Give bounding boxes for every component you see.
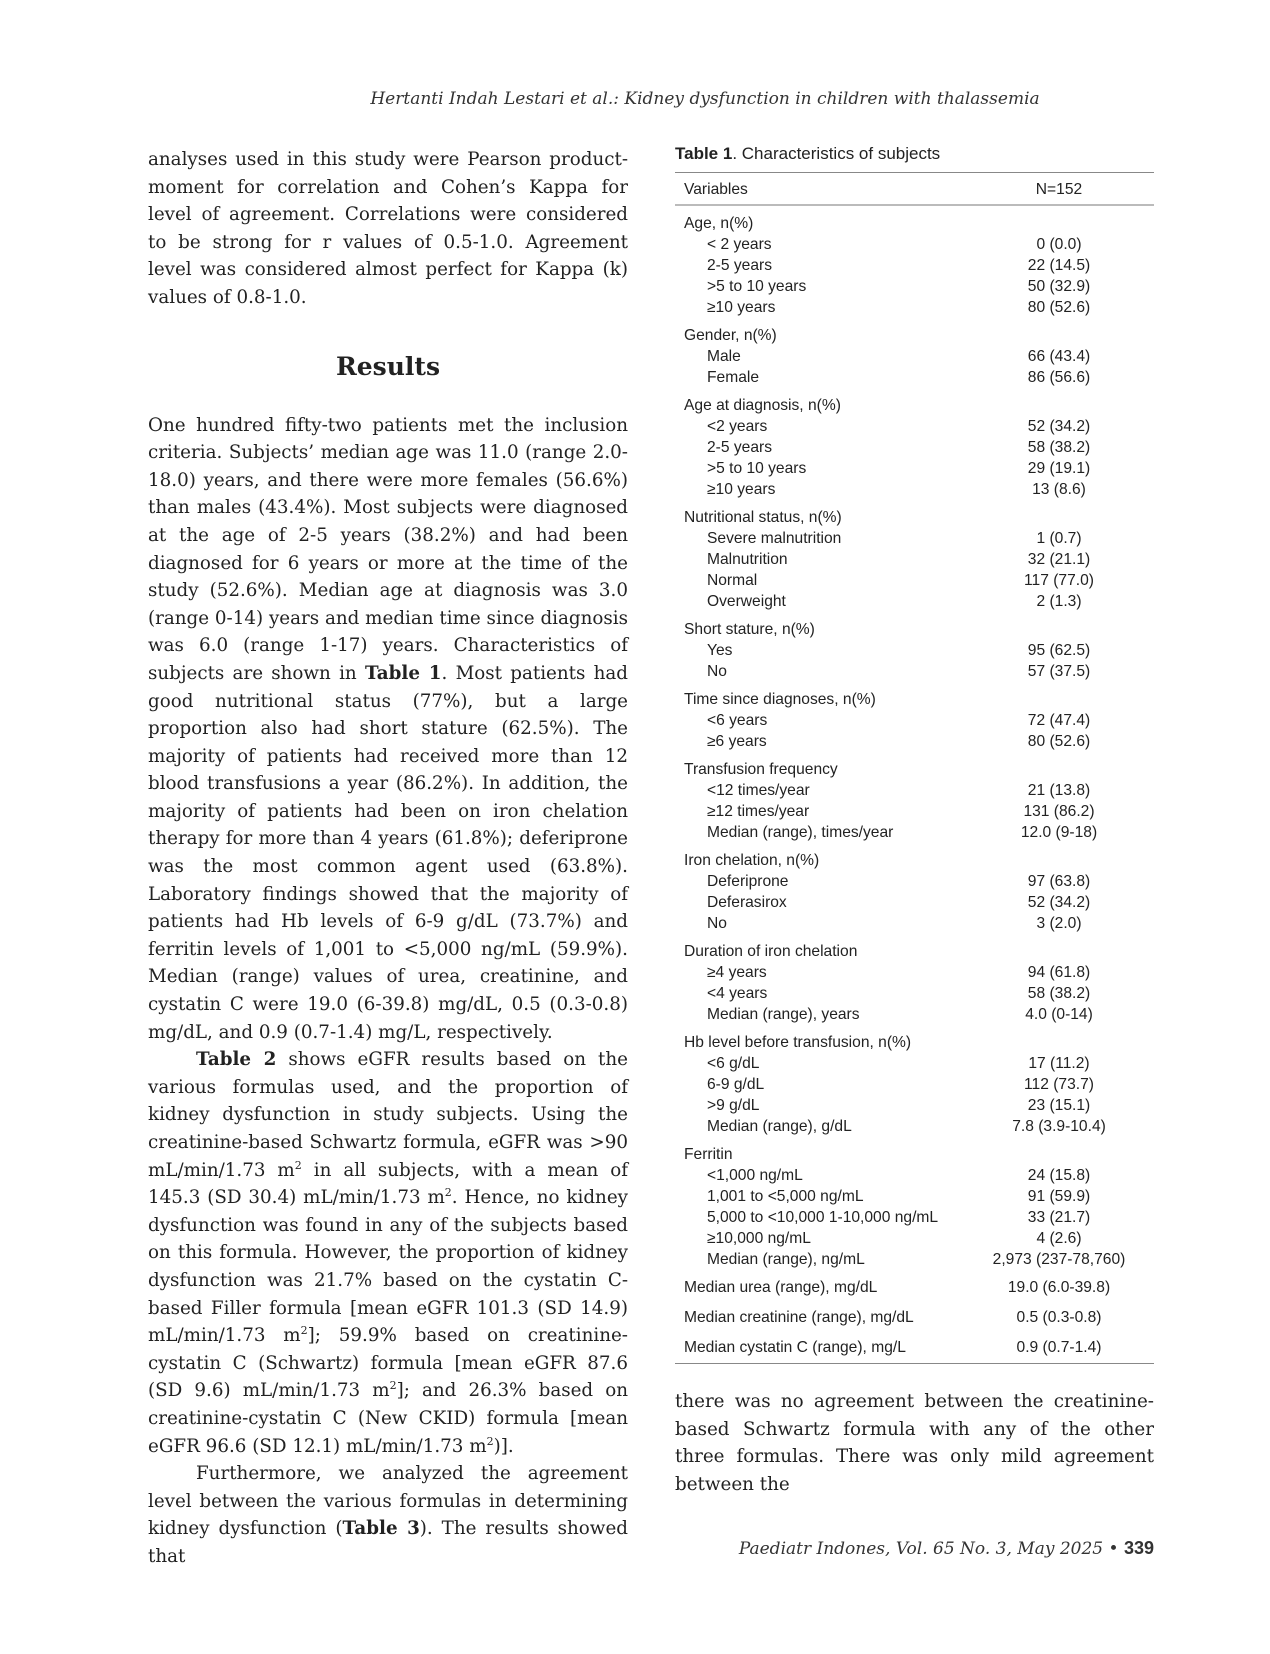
table-row [675, 1300, 1154, 1330]
row-value: 66 (43.4) [1027, 348, 1091, 365]
text-segment: . Most patients had good nutritional status (77%), but a large proportion also had short stature (62.5%). The majority of patients had received more than 12 blood transfusions a year (86.2%). In addition, the majority of patients had been on iron chelation therapy for more than 4 years (61.8%); deferiprone was the most common agent used (63.8%). Laboratory findings showed that the majority of patients had Hb levels of 6-9 g/dL (73.7%) and ferritin levels of 1,001 to <5,000 ng/mL (59.9%). Median (range) values of urea, creatinine, and cystatin C were 19.0 (6-39.8) mg/dL, 0.5 (0.3-0.8) mg/dL, and 0.9 (0.7-1.4) mg/L, respectively. [148, 662, 628, 1043]
text-segment: )]. [493, 1435, 514, 1457]
table-caption-text: . Characteristics of subjects [732, 144, 941, 163]
row-value: 12.0 (9-18) [1020, 824, 1098, 841]
results-heading: Results [335, 351, 441, 381]
table-row [675, 570, 1154, 591]
row-label: ≥12 times/year [707, 803, 810, 820]
row-label: No [707, 663, 727, 680]
row-label: Yes [707, 642, 733, 659]
row-label: >5 to 10 years [707, 278, 807, 295]
row-value: 7.8 (3.9-10.4) [1012, 1118, 1106, 1135]
row-label: 2-5 years [707, 257, 773, 274]
table-caption-label: Table 1 [675, 144, 733, 163]
right-column [675, 144, 1154, 1498]
table-row [675, 1004, 1154, 1025]
row-value: 58 (38.2) [1027, 985, 1091, 1002]
header-n: N=152 [964, 173, 1154, 206]
row-value: 95 (62.5) [1027, 642, 1091, 659]
row-value [964, 205, 1154, 234]
row-label: Deferiprone [707, 873, 789, 890]
row-value [964, 682, 1154, 710]
row-label: Median urea (range), mg/dL [684, 1279, 878, 1296]
table-row [675, 780, 1154, 801]
table-header-row [675, 173, 1154, 206]
table-row [675, 458, 1154, 479]
row-value [964, 752, 1154, 780]
text-segment: . Hence, no kidney dysfunction was found in any of the subjects based on this formula. However, the proportion of kidney dysfunction was 21.7% based on the cystatin C-based Filler formula [mean eGFR 101.3 (SD 14.9) mL/min/1.73 m [148, 1187, 628, 1347]
table-row [675, 276, 1154, 297]
row-value: 2,973 (237-78,760) [992, 1251, 1126, 1268]
row-label: Iron chelation, n(%) [684, 852, 820, 869]
row-value [964, 318, 1154, 346]
row-label: <1,000 ng/mL [707, 1167, 803, 1184]
results-paragraph-3 [148, 1460, 628, 1570]
row-label: Median (range), times/year [707, 824, 894, 841]
text-segment: One hundred fifty-two patients met the inclusion criteria. Subjects’ median age was 11.0 (range 2.0-18.0) years, and there were more females (56.6%) than males (43.4%). Most subjects were diagnosed at the age of 2-5 years (38.2%) and had been diagnosed for 6 years or more at the time of the study (52.6%). Median age at diagnosis was 3.0 (range 0-14) years and median time since diagnosis was 6.0 (range 1-17) years. Characteristics of subjects are shown in [148, 414, 628, 684]
row-value: 80 (52.6) [1027, 733, 1091, 750]
table-group-heading [675, 318, 1154, 346]
table-group-heading [675, 205, 1154, 234]
row-label: Nutritional status, n(%) [684, 509, 842, 526]
row-label: >9 g/dL [707, 1097, 760, 1114]
table-group-heading [675, 612, 1154, 640]
superscript: 2 [389, 1379, 397, 1393]
table-row [675, 1165, 1154, 1186]
table-row [675, 297, 1154, 318]
row-value [964, 388, 1154, 416]
row-value [964, 934, 1154, 962]
header-variables: Variables [675, 173, 964, 206]
text-segment: shows eGFR results based on the various formulas used, and the proportion of kidney dysfunction in study subjects. Using the creatinine-based Schwartz formula, eGFR was >90 mL/min/1.73 m [148, 1049, 628, 1181]
table-row [675, 549, 1154, 570]
running-title: Hertanti Indah Lestari et al.: Kidney dysfunction in children with thalassemia [370, 89, 1040, 109]
row-label: ≥10 years [707, 481, 776, 498]
row-value: 13 (8.6) [1032, 481, 1086, 498]
results-paragraph-1 [148, 412, 628, 1047]
superscript: 2 [294, 1158, 302, 1172]
table-row [675, 1116, 1154, 1137]
row-label: Female [707, 369, 759, 386]
row-value: 3 (2.0) [1036, 915, 1082, 932]
row-value: 17 (11.2) [1028, 1055, 1090, 1072]
row-label: ≥6 years [707, 733, 767, 750]
row-value [964, 500, 1154, 528]
row-value: 33 (21.7) [1027, 1209, 1091, 1226]
row-label: Transfusion frequency [684, 761, 838, 778]
row-label: Age, n(%) [684, 215, 754, 232]
row-label: <6 g/dL [707, 1055, 760, 1072]
row-value: 0.5 (0.3-0.8) [1016, 1309, 1102, 1326]
row-label: ≥10,000 ng/mL [707, 1230, 811, 1247]
row-value: 0 (0.0) [1036, 236, 1082, 253]
row-value: 0.9 (0.7-1.4) [964, 1330, 1154, 1364]
page-footer [739, 1538, 1154, 1559]
row-label: < 2 years [707, 236, 772, 253]
table-row [675, 234, 1154, 255]
row-value [964, 1025, 1154, 1053]
row-label: Deferasirox [707, 894, 787, 911]
row-value: 94 (61.8) [1027, 964, 1091, 981]
row-value: 1 (0.7) [1036, 530, 1082, 547]
results-paragraph-2 [148, 1046, 628, 1460]
table-row [675, 437, 1154, 458]
table-group-heading [675, 1137, 1154, 1165]
table-row [675, 591, 1154, 612]
table-caption [675, 144, 1154, 164]
row-label: Median creatinine (range), mg/dL [684, 1309, 914, 1326]
left-column [148, 146, 628, 1571]
characteristics-table [675, 172, 1154, 1364]
row-label: Time since diagnoses, n(%) [684, 691, 876, 708]
row-label: Normal [707, 572, 758, 589]
text-segment: Furthermore, we analyzed the agreement level between the various formulas in determining kidney dysfunction ( [148, 1463, 628, 1540]
journal-citation: Paediatr Indones, Vol. 65 No. 3, May 2025 [738, 1539, 1104, 1559]
text-segment: in all subjects, with a mean of 145.3 (SD 30.4) mL/min/1.73 m [148, 1159, 628, 1209]
row-value: 21 (13.8) [1027, 782, 1091, 799]
row-label: ≥4 years [707, 964, 767, 981]
row-label: 1,001 to <5,000 ng/mL [707, 1188, 864, 1205]
row-value: 32 (21.1) [1027, 551, 1091, 568]
row-value: 22 (14.5) [1027, 257, 1091, 274]
row-label: <6 years [707, 712, 768, 729]
table-row [675, 871, 1154, 892]
table-reference: Table 3 [342, 1518, 420, 1540]
table-row [675, 892, 1154, 913]
table-row [675, 1095, 1154, 1116]
running-header [0, 89, 1270, 109]
row-value [964, 843, 1154, 871]
row-value: 4 (2.6) [1036, 1230, 1082, 1247]
text-segment: ). The results showed that [148, 1518, 628, 1567]
text-segment: analyses used in this study were Pearson product-moment for correlation and Cohen’s Kappa for level of agreement. Correlations were considered to be strong for r values of 0.5-1.0. Agreement level was considered almost perfect for Kappa (k) values of 0.8-1.0. [148, 149, 628, 308]
table-row [675, 1249, 1154, 1270]
table-row [675, 1186, 1154, 1207]
table-group-heading [675, 843, 1154, 871]
row-label: 5,000 to <10,000 1-10,000 ng/mL [707, 1209, 939, 1226]
table-row [675, 913, 1154, 934]
row-value: 52 (34.2) [1027, 418, 1091, 435]
table-row [675, 640, 1154, 661]
row-label: <2 years [707, 418, 768, 435]
row-label: No [707, 915, 727, 932]
table-group-heading [675, 1025, 1154, 1053]
text-segment: ]; and 26.3% based on creatinine-cystatin C (New CKID) formula [mean eGFR 96.6 (SD 12.1) mL/min/1.73 m [148, 1380, 628, 1457]
row-value: 29 (19.1) [1027, 460, 1091, 477]
table-reference: Table 2 [196, 1049, 277, 1071]
row-label: Median (range), years [707, 1006, 860, 1023]
row-value: 24 (15.8) [1027, 1167, 1091, 1184]
row-value [964, 612, 1154, 640]
footer-bullet: • [1108, 1539, 1119, 1559]
row-label: Severe malnutrition [707, 530, 842, 547]
table-group-heading [675, 682, 1154, 710]
row-value: 112 (73.7) [1024, 1076, 1094, 1093]
table-row [675, 1074, 1154, 1095]
row-value: 80 (52.6) [1027, 299, 1091, 316]
table-row [675, 822, 1154, 843]
table-row [675, 416, 1154, 437]
continued-paragraph: there was no agreement between the creatinine-based Schwartz formula with any of the other three formulas. There was only mild agreement between the [675, 1391, 1154, 1495]
row-label: Median (range), ng/mL [707, 1251, 865, 1268]
table-row [675, 1228, 1154, 1249]
row-value: 23 (15.1) [1027, 1097, 1091, 1114]
row-value: 57 (37.5) [1027, 663, 1091, 680]
row-label: Duration of iron chelation [684, 943, 858, 960]
table-row [675, 710, 1154, 731]
row-label: Short stature, n(%) [684, 621, 815, 638]
row-value: 58 (38.2) [1027, 439, 1091, 456]
row-value: 86 (56.6) [1027, 369, 1091, 386]
row-value: 50 (32.9) [1027, 278, 1091, 295]
row-label: Median cystatin C (range), mg/L [675, 1330, 964, 1364]
row-label: Age at diagnosis, n(%) [684, 397, 841, 414]
row-value: 117 (77.0) [1024, 572, 1094, 589]
row-value: 2 (1.3) [1036, 593, 1082, 610]
row-label: Ferritin [684, 1146, 733, 1163]
row-label: ≥10 years [707, 299, 776, 316]
row-value: 52 (34.2) [1027, 894, 1091, 911]
table-reference: Table 1 [364, 662, 442, 684]
row-label: 2-5 years [707, 439, 773, 456]
row-value: 91 (59.9) [1027, 1188, 1091, 1205]
table-row [675, 528, 1154, 549]
row-label: >5 to 10 years [707, 460, 807, 477]
table-group-heading [675, 934, 1154, 962]
row-value: 72 (47.4) [1027, 712, 1091, 729]
row-value: 19.0 (6.0-39.8) [1007, 1279, 1111, 1296]
row-label: Male [707, 348, 741, 365]
row-label: Overweight [707, 593, 786, 610]
row-value: 131 (86.2) [1023, 803, 1095, 820]
row-label: 6-9 g/dL [707, 1076, 765, 1093]
page-number: 339 [1123, 1538, 1154, 1558]
table-row [675, 962, 1154, 983]
row-label: Median (range), g/dL [707, 1118, 852, 1135]
table-row [675, 1053, 1154, 1074]
row-value: 4.0 (0-14) [1025, 1006, 1093, 1023]
table-row [675, 801, 1154, 822]
row-label: Gender, n(%) [684, 327, 777, 344]
text-segment: ]; 59.9% based on creatinine-cystatin C (Schwartz) formula [mean eGFR 87.6 (SD 9.6) mL/min/1.73 m [148, 1325, 628, 1402]
row-label: <4 years [707, 985, 768, 1002]
table-group-heading [675, 388, 1154, 416]
table-group-heading [675, 752, 1154, 780]
table-group-heading [675, 500, 1154, 528]
table-row [675, 731, 1154, 752]
row-value [964, 1137, 1154, 1165]
row-label: <12 times/year [707, 782, 810, 799]
superscript: 2 [486, 1434, 494, 1448]
row-value: 97 (63.8) [1027, 873, 1091, 890]
table-row [675, 983, 1154, 1004]
table-row [675, 367, 1154, 388]
methods-paragraph-end [148, 146, 628, 312]
table-row [675, 1270, 1154, 1300]
row-label: Hb level before transfusion, n(%) [684, 1034, 912, 1051]
superscript: 2 [444, 1186, 452, 1200]
table-row [675, 346, 1154, 367]
table-row [675, 1207, 1154, 1228]
table-row [675, 479, 1154, 500]
table-row [675, 661, 1154, 682]
table-row [675, 1330, 1154, 1364]
row-label: Malnutrition [707, 551, 788, 568]
table-row [675, 255, 1154, 276]
superscript: 2 [300, 1324, 308, 1338]
